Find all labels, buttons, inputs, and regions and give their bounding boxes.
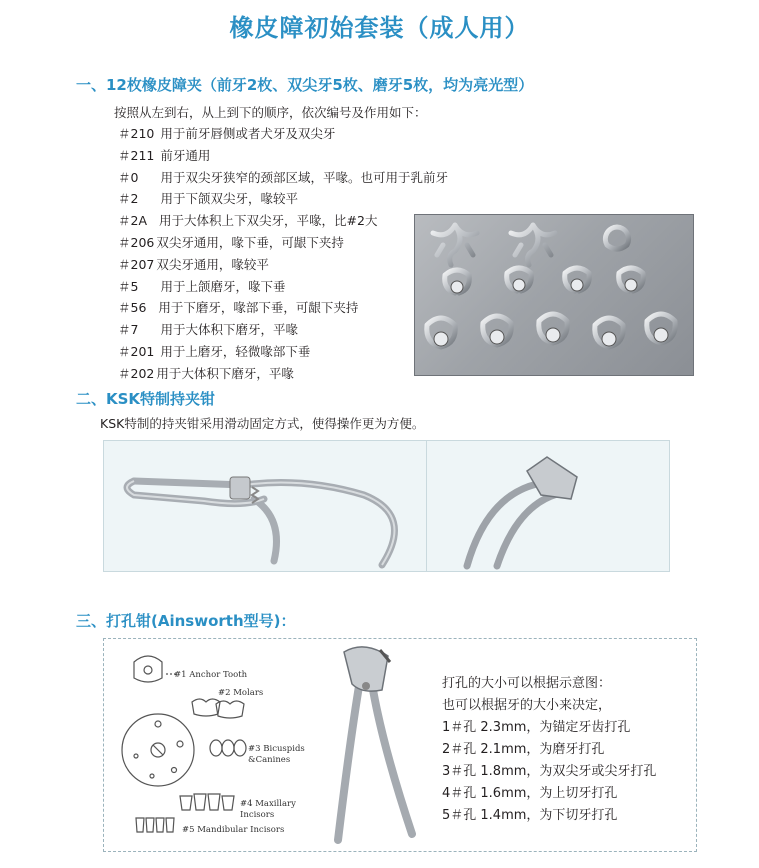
clamp-description: 用于上颌磨牙，喙下垂 [160, 278, 286, 294]
clamp-code: ＃56 [118, 300, 147, 316]
clamp-list [118, 124, 448, 386]
clamp-code: ＃2A [118, 213, 148, 229]
forceps-photo [103, 440, 427, 572]
maxillary-incisors-icon [180, 794, 234, 810]
forceps-illustration [104, 441, 426, 571]
clamp-description: 双尖牙通用，喙较平 [156, 256, 269, 272]
diagram-label-mandibular: #5 Mandibular Incisors [182, 825, 285, 835]
section-3-heading: 三、打孔钳(Ainsworth型号)： [76, 612, 296, 630]
clamp-description: 用于下颌双尖牙，喙较平 [160, 191, 298, 207]
diagram-label-molars: #2 Molars [218, 688, 264, 698]
clamp-code: ＃202 [118, 365, 155, 381]
page-title: 橡皮障初始套装（成人用） [229, 14, 530, 42]
clamp-code: ＃211 [118, 147, 155, 163]
clamp-code: ＃5 [118, 278, 139, 294]
forceps-closeup-illustration [427, 441, 669, 571]
list-item [118, 277, 448, 299]
list-item [118, 189, 448, 211]
clamp-description: 用于大体积下磨牙，平喙 [160, 322, 298, 338]
forceps-hinge [230, 477, 250, 499]
list-item [118, 211, 448, 233]
diagram-label-anchor: #1 Anchor Tooth [174, 670, 248, 680]
forceps-closeup-photo [426, 440, 670, 572]
section-2-description: KSK特制的持夹钳采用滑动固定方式，使得操作更为方便。 [100, 416, 425, 431]
info-line: 2＃孔 2.1mm，为磨牙打孔 [442, 742, 605, 757]
section-1-heading: 一、12枚橡皮障夹（前牙2枚、双尖牙5枚、磨牙5枚，均为亮光型） [76, 76, 534, 94]
list-item [118, 146, 448, 168]
section-2-heading: 二、KSK特制持夹钳 [76, 390, 216, 408]
clamp-code: ＃2 [118, 191, 139, 207]
hole-punch-photo [320, 640, 420, 850]
diagram-label-canines: &Canines [248, 755, 291, 765]
molars-icon [192, 699, 244, 718]
info-line: 打孔的大小可以根据示意图： [442, 676, 612, 691]
clamp-description: 前牙通用 [160, 147, 211, 163]
diagram-label-bicuspids: #3 Bicuspids [248, 744, 305, 754]
clamp-description: 用于大体积下磨牙，平喙 [156, 365, 294, 381]
bicuspids-icon [210, 740, 246, 756]
list-item [118, 364, 448, 386]
mandibular-incisors-icon [136, 818, 174, 832]
clamp-tray-illustration [415, 215, 693, 375]
clamp-code: ＃201 [118, 343, 155, 359]
clamp-tray-photo [414, 214, 694, 376]
list-item [118, 342, 448, 364]
info-line: 5＃孔 1.4mm，为下切牙打孔 [442, 808, 618, 823]
section-1-intro: 按照从左到右，从上到下的顺序，依次编号及作用如下： [114, 105, 427, 120]
list-item [118, 168, 448, 190]
clamp-description: 双尖牙通用，喙下垂，可龈下夹持 [156, 234, 344, 250]
clamp-description: 用于大体积上下双尖牙，平喙，比#2大 [159, 213, 378, 229]
info-line: 4＃孔 1.6mm，为上切牙打孔 [442, 786, 618, 801]
list-item [118, 320, 448, 342]
list-item [118, 298, 448, 320]
anchor-tooth-icon [134, 656, 162, 682]
clamp-code: ＃207 [118, 256, 155, 272]
diagram-label-maxillary-incisors: Incisors [240, 810, 275, 820]
info-line: 1＃孔 2.3mm，为锚定牙齿打孔 [442, 720, 631, 735]
clamp-code: ＃206 [118, 234, 155, 250]
info-line: 3＃孔 1.8mm，为双尖牙或尖牙打孔 [442, 764, 657, 779]
clamp-description: 用于前牙唇侧或者犬牙及双尖牙 [160, 126, 336, 141]
clamp-code: ＃7 [118, 322, 139, 338]
clamp-code: ＃0 [118, 169, 139, 185]
clamp-code: ＃210 [118, 126, 155, 141]
list-item [118, 255, 448, 277]
info-line: 也可以根据牙的大小来决定， [442, 698, 612, 713]
clamp-description: 用于双尖牙狭窄的颈部区域，平喙。也可用于乳前牙 [160, 169, 448, 185]
list-item [118, 124, 448, 146]
list-item [118, 233, 448, 255]
clamp-description: 用于下磨牙，喙部下垂，可龈下夹持 [158, 300, 359, 316]
diagram-label-maxillary: #4 Maxillary [240, 799, 296, 809]
clamp-description: 用于上磨牙，轻微喙部下垂 [160, 343, 311, 359]
